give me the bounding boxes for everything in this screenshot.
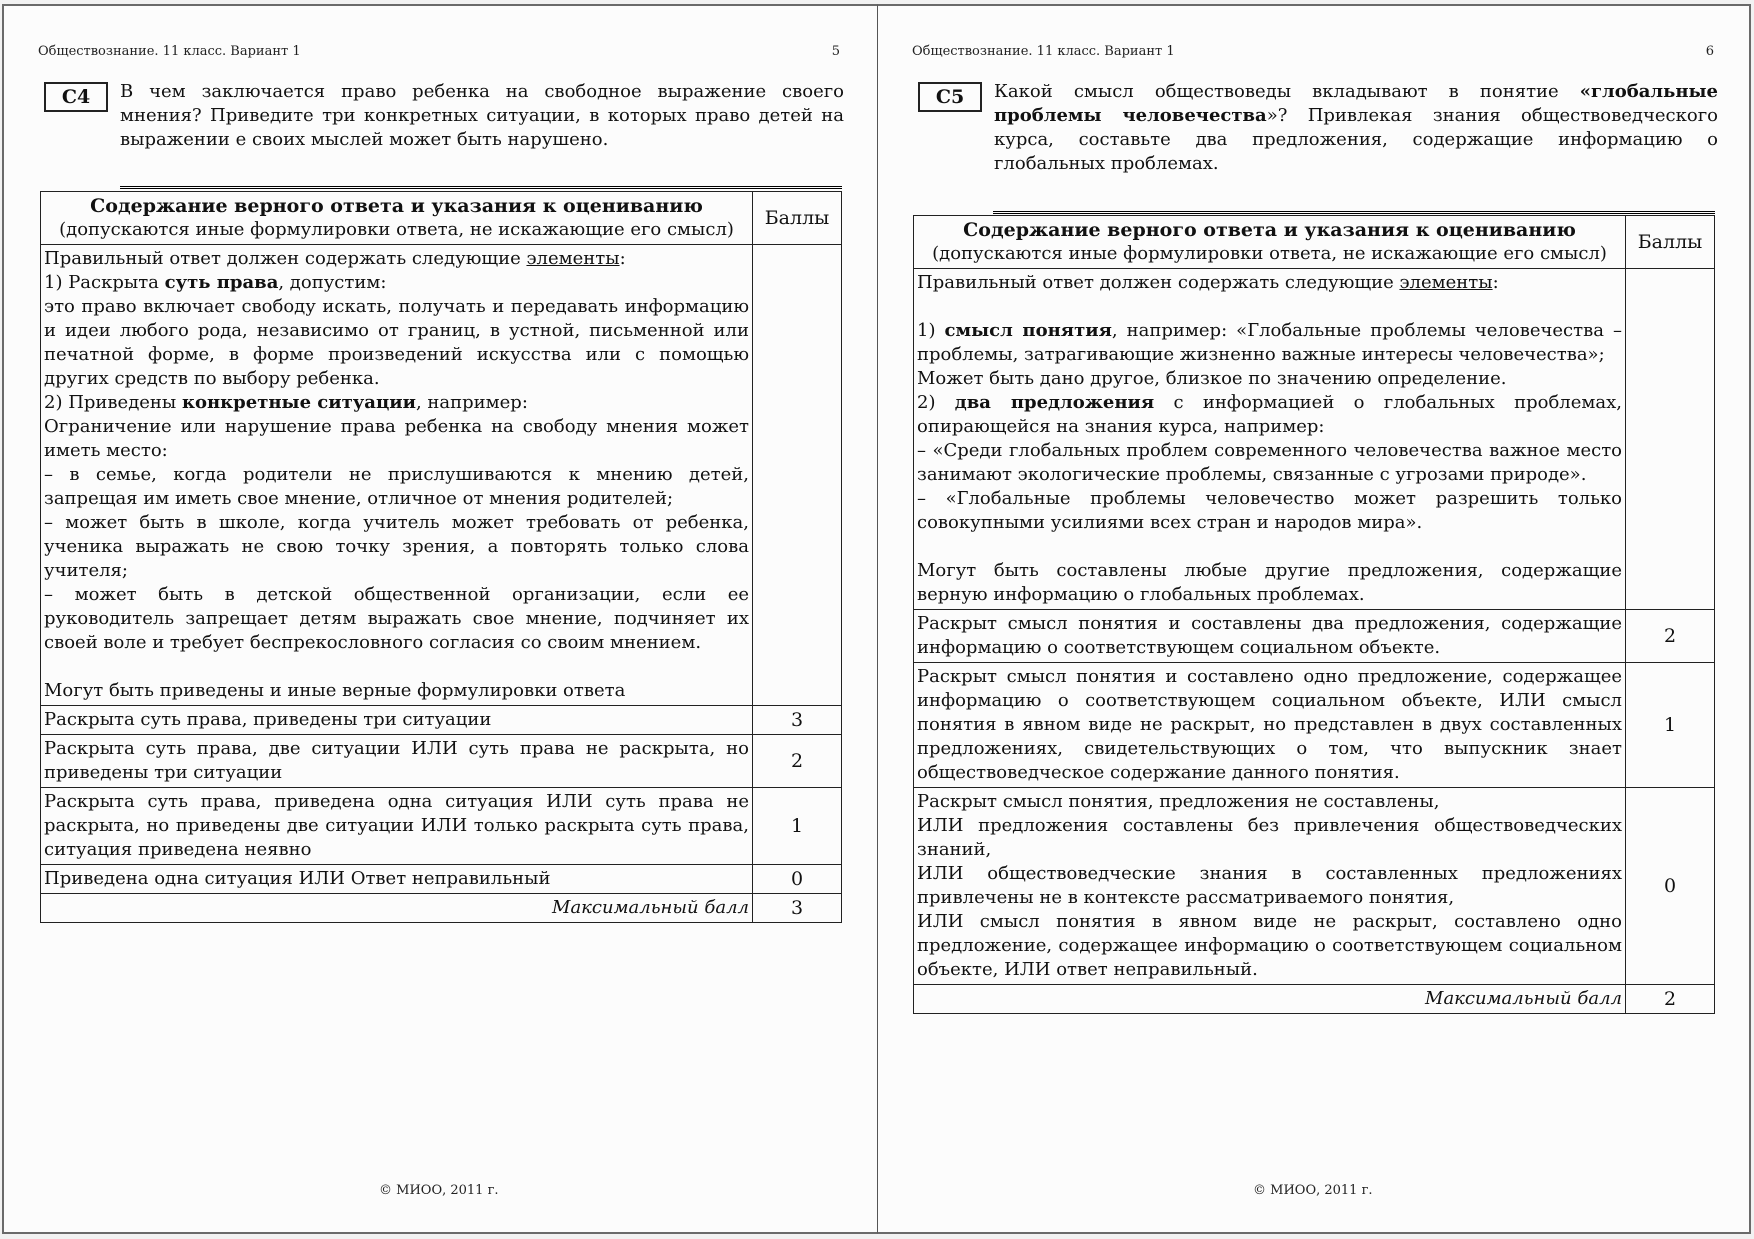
intro-line bbox=[917, 271, 1622, 295]
points-value: 2 bbox=[1626, 610, 1715, 663]
header-title: Содержание верного ответа и указания к оцениванию bbox=[963, 219, 1576, 241]
criterion-cell bbox=[41, 865, 753, 894]
item-1-note: Может быть дано другое, близкое по значению определение. bbox=[917, 368, 1507, 389]
page-5 bbox=[2, 4, 878, 1234]
criterion-cell bbox=[41, 706, 753, 735]
item-2-text bbox=[917, 391, 1622, 439]
points-value: 3 bbox=[753, 706, 842, 735]
item-1-prefix: 1) Раскрыта bbox=[44, 272, 165, 293]
points-value: 2 bbox=[753, 735, 842, 788]
divider-line bbox=[120, 186, 842, 189]
item-2-heading bbox=[44, 391, 749, 415]
rubric-table bbox=[40, 191, 842, 923]
question-bold-term: «глобальные проблемы человечества bbox=[994, 81, 1718, 126]
criterion-cell bbox=[914, 610, 1626, 663]
item-2-intro: Ограничение или нарушение права ребенка на свободу мнения может иметь место: bbox=[44, 416, 749, 461]
question-suffix: »? Привлекая знания обществоведческого курса, составьте два предложения, содержащие информацию о глобальных проблемах. bbox=[994, 105, 1718, 174]
criterion-text: Раскрыта суть права, две ситуации ИЛИ суть права не раскрыта, но приведены три ситуации bbox=[44, 738, 749, 783]
item-1-bold: суть права bbox=[164, 272, 279, 293]
page-6 bbox=[877, 4, 1751, 1234]
criterion-text: Раскрыт смысл понятия и составлены два предложения, содержащие информацию о соответствующем социальном объекте. bbox=[917, 613, 1622, 658]
points-value: 0 bbox=[1626, 788, 1715, 985]
situation-item: – может быть в детской общественной организации, если ее руководитель запрещает детям выражать свое мнение, подчиняет их своей воле и требует беспрекословного согласия со своим мнением. bbox=[44, 584, 749, 653]
situation-item: – может быть в школе, когда учитель может требовать от ребенка, ученика выражать не свою точку зрения, а повторять только слова учителя; bbox=[44, 512, 749, 581]
copyright-footer: © МИОО, 2011 г. bbox=[1253, 1183, 1373, 1198]
example-item: – «Глобальные проблемы человечество может разрешить только совокупными усилиями всех стран и народов мира». bbox=[917, 488, 1622, 533]
criterion-text: ИЛИ смысл понятия в явном виде не раскрыт, составлено одно предложение, содержащее информацию о соответствующем социальном объекте, ИЛИ ответ неправильный. bbox=[917, 911, 1622, 980]
task-c4 bbox=[44, 80, 844, 152]
points-value: 1 bbox=[753, 788, 842, 865]
answer-note: Могут быть составлены любые другие предложения, содержащие верную информацию о глобальных проблемах. bbox=[917, 560, 1622, 605]
scoring-row bbox=[41, 735, 842, 788]
spacer bbox=[917, 535, 1622, 559]
item-2-suffix: с информацией о глобальных проблемах, опирающейся на знания курса, например: bbox=[917, 392, 1622, 437]
points-value: 1 bbox=[1626, 663, 1715, 788]
header-subtitle: (допускаются иные формулировки ответа, не искажающие его смысл) bbox=[59, 219, 734, 240]
intro-colon: : bbox=[1492, 272, 1499, 293]
criterion-cell bbox=[914, 788, 1626, 985]
task-code-badge: C5 bbox=[918, 82, 982, 112]
max-score-value: 3 bbox=[753, 894, 842, 923]
criterion-text: ИЛИ обществоведческие знания в составленных предложениях привлечены не в контексте рассматриваемого понятия, bbox=[917, 863, 1622, 908]
copyright-footer: © МИОО, 2011 г. bbox=[379, 1183, 499, 1198]
scoring-row bbox=[41, 706, 842, 735]
intro-colon: : bbox=[619, 248, 626, 269]
answer-content-cell bbox=[914, 269, 1626, 610]
example-item: – «Среди глобальных проблем современного человечества важное место занимают экологические проблемы, связанные с угрозами природе». bbox=[917, 440, 1622, 485]
running-head-title: Обществознание. 11 класс. Вариант 1 bbox=[38, 44, 301, 59]
task-c5 bbox=[918, 80, 1718, 176]
item-2-prefix: 2) bbox=[917, 392, 955, 413]
header-subtitle: (допускаются иные формулировки ответа, не искажающие его смысл) bbox=[932, 243, 1607, 264]
table-header-row bbox=[914, 216, 1715, 269]
max-score-row bbox=[914, 985, 1715, 1014]
intro-line bbox=[44, 247, 749, 271]
scoring-row bbox=[914, 788, 1715, 985]
answer-content-cell bbox=[41, 245, 753, 706]
situation-item: – в семье, когда родители не прислушиваются к мнению детей, запрещая им иметь свое мнение, отличное от мнения родителей; bbox=[44, 464, 749, 509]
table-header-row bbox=[41, 192, 842, 245]
divider-line bbox=[993, 211, 1715, 214]
rubric-table bbox=[913, 215, 1715, 1014]
item-1-text: это право включает свободу искать, получать и передавать информацию и идеи любого рода, независимо от границ, в устной, письменной или печатной форме, в форме произведений искусства или с помощью других средств по выбору ребенка. bbox=[44, 296, 749, 389]
scoring-row bbox=[41, 788, 842, 865]
intro-text: Правильный ответ должен содержать следующие bbox=[917, 272, 1400, 293]
item-1-heading bbox=[44, 271, 749, 295]
header-points: Баллы bbox=[753, 192, 842, 245]
task-question: В чем заключается право ребенка на свободное выражение своего мнения? Приведите три конкретных ситуации, в которых право детей на выражении е своих мыслей может быть нарушено. bbox=[120, 81, 844, 150]
page-number: 5 bbox=[831, 44, 840, 59]
max-score-row bbox=[41, 894, 842, 923]
header-title: Содержание верного ответа и указания к оцениванию bbox=[90, 195, 703, 217]
item-2-prefix: 2) Приведены bbox=[44, 392, 182, 413]
question-prefix: Какой смысл обществоведы вкладывают в понятие bbox=[994, 81, 1580, 102]
spacer bbox=[44, 655, 749, 679]
answer-content-row bbox=[41, 245, 842, 706]
task-question bbox=[994, 80, 1718, 176]
item-2-bold: конкретные ситуации bbox=[181, 392, 416, 413]
item-1-text bbox=[917, 319, 1622, 367]
answer-content-row bbox=[914, 269, 1715, 610]
running-head-title: Обществознание. 11 класс. Вариант 1 bbox=[912, 44, 1175, 59]
page-number: 6 bbox=[1705, 44, 1714, 59]
spacer bbox=[917, 295, 1622, 319]
header-content-cell bbox=[914, 216, 1626, 269]
criterion-text: Раскрыта суть права, приведена одна ситуация ИЛИ суть права не раскрыта, но приведены две ситуации ИЛИ только раскрыта суть права, ситуация приведена неявно bbox=[44, 791, 749, 860]
scoring-row bbox=[914, 663, 1715, 788]
criterion-text: Раскрыт смысл понятия и составлено одно предложение, содержащее информацию о соответствующем социальном объекте, ИЛИ смысл понятия в явном виде не раскрыт, но представлен в двух составленных предложениях, свидетельствующих о том, что выпускник знает обществоведческое содержание данного понятия. bbox=[917, 666, 1622, 783]
criterion-cell bbox=[914, 663, 1626, 788]
item-1-bold: смысл понятия bbox=[944, 320, 1112, 341]
criterion-text: Приведена одна ситуация ИЛИ Ответ неправильный bbox=[44, 868, 551, 889]
scoring-row bbox=[914, 610, 1715, 663]
item-2-bold: два предложения bbox=[954, 392, 1155, 413]
header-content-cell bbox=[41, 192, 753, 245]
max-score-label: Максимальный балл bbox=[914, 985, 1626, 1014]
item-1-prefix: 1) bbox=[917, 320, 945, 341]
criterion-text: ИЛИ предложения составлены без привлечения обществоведческих знаний, bbox=[917, 815, 1622, 860]
points-empty-cell bbox=[753, 245, 842, 706]
task-code-badge: C4 bbox=[44, 82, 108, 112]
criterion-cell bbox=[41, 788, 753, 865]
header-points: Баллы bbox=[1626, 216, 1715, 269]
running-head bbox=[38, 44, 840, 59]
answer-note: Могут быть приведены и иные верные формулировки ответа bbox=[44, 680, 626, 701]
points-empty-cell bbox=[1626, 269, 1715, 610]
item-2-suffix: , например: bbox=[415, 392, 528, 413]
criterion-cell bbox=[41, 735, 753, 788]
item-1-suffix: , допустим: bbox=[278, 272, 387, 293]
max-score-value: 2 bbox=[1626, 985, 1715, 1014]
intro-text: Правильный ответ должен содержать следующие bbox=[44, 248, 527, 269]
scoring-row bbox=[41, 865, 842, 894]
running-head bbox=[912, 44, 1714, 59]
criterion-text: Раскрыта суть права, приведены три ситуации bbox=[44, 709, 492, 730]
item-1-suffix: , например: «Глобальные проблемы человечества – проблемы, затрагивающие жизненно важные интересы человечества»; bbox=[917, 320, 1622, 365]
elements-underlined: элементы bbox=[1399, 272, 1493, 293]
points-value: 0 bbox=[753, 865, 842, 894]
criterion-text: Раскрыт смысл понятия, предложения не составлены, bbox=[917, 791, 1440, 812]
max-score-label: Максимальный балл bbox=[41, 894, 753, 923]
elements-underlined: элементы bbox=[526, 248, 620, 269]
